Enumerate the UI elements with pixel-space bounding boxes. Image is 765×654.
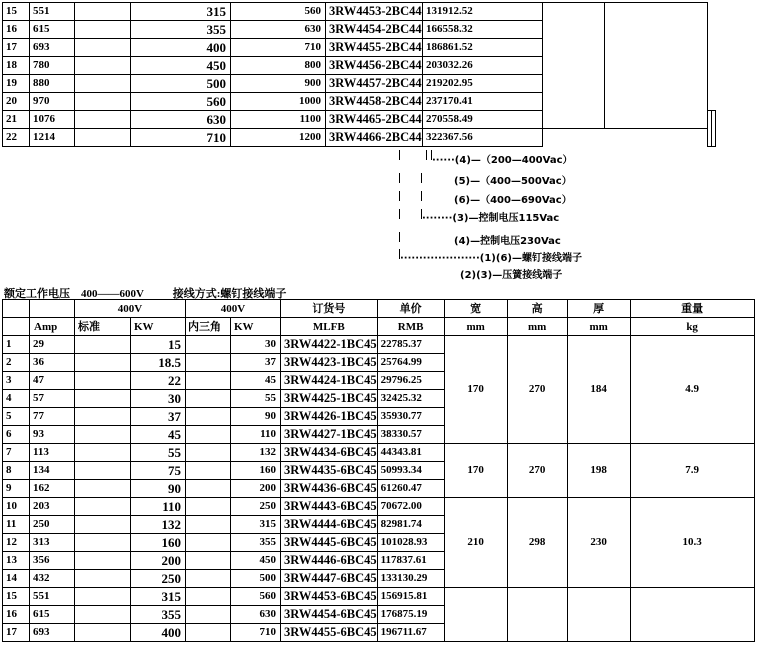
row-index: 17 xyxy=(3,39,30,57)
row-order-no: 3RW4424-1BC45 xyxy=(281,372,378,390)
dim-col-a xyxy=(543,3,605,129)
row-order-no: 3RW4436-6BC45 xyxy=(281,480,378,498)
note-screw-terminal: ·····················(1)(6)—螺钉接线端子 xyxy=(400,253,582,264)
row-empty xyxy=(75,336,131,354)
row-kw-delta: 110 xyxy=(231,426,281,444)
row-empty xyxy=(75,606,131,624)
row-amp: 93 xyxy=(30,426,75,444)
row-order-no: 3RW4423-1BC45 xyxy=(281,354,378,372)
row-empty-2 xyxy=(186,354,231,372)
row-empty xyxy=(75,354,131,372)
row-order-no: 3RW4447-6BC45 xyxy=(281,570,378,588)
group-depth: 230 xyxy=(567,498,630,588)
row-kw-standard: 132 xyxy=(131,516,186,534)
row-empty xyxy=(75,57,131,75)
row-kw-delta: 500 xyxy=(231,570,281,588)
row-kw-standard: 315 xyxy=(131,3,231,21)
header-standard: 标准 xyxy=(75,318,131,336)
row-price: 270558.49 xyxy=(423,111,543,129)
header-mlfb: MLFB xyxy=(281,318,378,336)
row-amp: 693 xyxy=(30,624,75,642)
row-amp: 313 xyxy=(30,534,75,552)
row-amp: 880 xyxy=(30,75,75,93)
row-empty xyxy=(75,462,131,480)
header-depth: 厚 xyxy=(567,300,630,318)
row-empty xyxy=(75,444,131,462)
row-price: 35930.77 xyxy=(377,408,444,426)
row-kw-standard: 315 xyxy=(131,588,186,606)
row-empty-2 xyxy=(186,372,231,390)
row-order-no: 3RW4465-2BC44 xyxy=(326,111,423,129)
row-order-no: 3RW4455-2BC44 xyxy=(326,39,423,57)
row-kw-standard: 710 xyxy=(131,129,231,147)
group-weight: 4.9 xyxy=(630,336,754,444)
row-empty xyxy=(75,516,131,534)
row-kw-standard: 200 xyxy=(131,552,186,570)
row-order-no: 3RW4456-2BC44 xyxy=(326,57,423,75)
row-amp: 693 xyxy=(30,39,75,57)
group-height: 298 xyxy=(507,498,567,588)
row-price: 322367.56 xyxy=(423,129,543,147)
row-empty xyxy=(75,552,131,570)
header-width: 宽 xyxy=(444,300,507,318)
row-price: 156915.81 xyxy=(377,588,444,606)
row-index: 16 xyxy=(3,606,30,624)
group-depth xyxy=(567,588,630,642)
row-amp: 77 xyxy=(30,408,75,426)
row-index: 11 xyxy=(3,516,30,534)
row-amp: 615 xyxy=(30,606,75,624)
row-price: 131912.52 xyxy=(423,3,543,21)
header-row-1 xyxy=(3,300,755,318)
row-kw-delta: 132 xyxy=(231,444,281,462)
row-kw-delta: 1000 xyxy=(231,93,326,111)
header-width-unit: mm xyxy=(444,318,507,336)
row-index: 2 xyxy=(3,354,30,372)
row-amp: 1076 xyxy=(30,111,75,129)
row-price: 22785.37 xyxy=(377,336,444,354)
row-empty xyxy=(75,3,131,21)
row-empty-2 xyxy=(186,480,231,498)
bottom-price-table xyxy=(2,299,755,642)
row-index: 5 xyxy=(3,408,30,426)
dim-col-b xyxy=(605,3,708,129)
row-order-no: 3RW4455-6BC45 xyxy=(281,624,378,642)
row-index: 1 xyxy=(3,336,30,354)
row-index: 4 xyxy=(3,390,30,408)
row-empty xyxy=(75,390,131,408)
row-index: 19 xyxy=(3,75,30,93)
row-order-no: 3RW4427-1BC45 xyxy=(281,426,378,444)
row-price: 186861.52 xyxy=(423,39,543,57)
row-price: 176875.19 xyxy=(377,606,444,624)
row-order-no: 3RW4453-6BC45 xyxy=(281,588,378,606)
header-400v-a: 400V xyxy=(75,300,186,318)
row-kw-standard: 400 xyxy=(131,39,231,57)
header-index-2 xyxy=(3,318,30,336)
row-kw-standard: 355 xyxy=(131,21,231,39)
row-kw-standard: 500 xyxy=(131,75,231,93)
row-index: 14 xyxy=(3,570,30,588)
row-kw-delta: 560 xyxy=(231,588,281,606)
note-control-230: (4)—控制电压230Vac xyxy=(454,236,561,247)
row-kw-standard: 15 xyxy=(131,336,186,354)
table-row xyxy=(3,3,716,21)
row-index: 16 xyxy=(3,21,30,39)
row-empty xyxy=(75,624,131,642)
row-kw-delta: 37 xyxy=(231,354,281,372)
row-order-no: 3RW4446-6BC45 xyxy=(281,552,378,570)
row-index: 7 xyxy=(3,444,30,462)
row-amp: 29 xyxy=(30,336,75,354)
row-kw-standard: 18.5 xyxy=(131,354,186,372)
row-index: 18 xyxy=(3,57,30,75)
row-empty xyxy=(75,534,131,552)
row-order-no: 3RW4445-6BC45 xyxy=(281,534,378,552)
note-spring-terminal: (2)(3)—压簧接线端子 xyxy=(460,270,563,281)
row-price: 70672.00 xyxy=(377,498,444,516)
row-kw-delta: 30 xyxy=(231,336,281,354)
row-empty xyxy=(75,480,131,498)
row-empty xyxy=(75,498,131,516)
row-empty-2 xyxy=(186,498,231,516)
row-price: 38330.57 xyxy=(377,426,444,444)
rated-voltage-label: 额定工作电压 400——600V xyxy=(4,288,144,300)
group-width xyxy=(444,588,507,642)
row-empty xyxy=(75,93,131,111)
row-index: 17 xyxy=(3,624,30,642)
group-weight: 7.9 xyxy=(630,444,754,498)
row-price: 133130.29 xyxy=(377,570,444,588)
row-order-no: 3RW4425-1BC45 xyxy=(281,390,378,408)
row-index: 10 xyxy=(3,498,30,516)
row-order-no: 3RW4434-6BC45 xyxy=(281,444,378,462)
row-kw-delta: 450 xyxy=(231,552,281,570)
table-row xyxy=(3,498,755,516)
table-row xyxy=(3,129,716,147)
row-empty-2 xyxy=(186,408,231,426)
row-empty-2 xyxy=(186,606,231,624)
row-empty-2 xyxy=(186,534,231,552)
row-amp: 551 xyxy=(30,588,75,606)
header-rmb: RMB xyxy=(377,318,444,336)
row-kw-standard: 45 xyxy=(131,426,186,444)
table-row xyxy=(3,336,755,354)
row-kw-delta: 1100 xyxy=(231,111,326,129)
row-order-no: 3RW4453-2BC44 xyxy=(326,3,423,21)
row-kw-standard: 250 xyxy=(131,570,186,588)
row-kw-standard: 110 xyxy=(131,498,186,516)
row-price: 82981.74 xyxy=(377,516,444,534)
row-empty-2 xyxy=(186,336,231,354)
row-empty xyxy=(75,129,131,147)
row-empty xyxy=(75,21,131,39)
row-kw-delta: 560 xyxy=(231,3,326,21)
row-price: 32425.32 xyxy=(377,390,444,408)
row-price: 44343.81 xyxy=(377,444,444,462)
row-empty-2 xyxy=(186,570,231,588)
row-empty-2 xyxy=(186,624,231,642)
row-empty xyxy=(75,570,131,588)
row-index: 15 xyxy=(3,588,30,606)
row-amp: 970 xyxy=(30,93,75,111)
note-voltage-400-500: (5)—（400—500Vac） xyxy=(454,176,572,187)
row-index: 9 xyxy=(3,480,30,498)
row-order-no: 3RW4457-2BC44 xyxy=(326,75,423,93)
row-price: 101028.93 xyxy=(377,534,444,552)
row-empty xyxy=(75,408,131,426)
bottom-table-body xyxy=(3,300,755,642)
row-empty xyxy=(75,372,131,390)
row-kw-delta: 355 xyxy=(231,534,281,552)
row-price: 219202.95 xyxy=(423,75,543,93)
row-amp: 47 xyxy=(30,372,75,390)
row-kw-standard: 560 xyxy=(131,93,231,111)
row-empty-2 xyxy=(186,552,231,570)
row-price: 196711.67 xyxy=(377,624,444,642)
row-kw-standard: 160 xyxy=(131,534,186,552)
header-weight: 重量 xyxy=(630,300,754,318)
row-empty xyxy=(75,39,131,57)
row-index: 12 xyxy=(3,534,30,552)
row-amp: 36 xyxy=(30,354,75,372)
row-kw-delta: 710 xyxy=(231,39,326,57)
row-index: 3 xyxy=(3,372,30,390)
row-order-no: 3RW4426-1BC45 xyxy=(281,408,378,426)
row-price: 166558.32 xyxy=(423,21,543,39)
row-price: 117837.61 xyxy=(377,552,444,570)
row-amp: 1214 xyxy=(30,129,75,147)
group-depth: 198 xyxy=(567,444,630,498)
header-amp: Amp xyxy=(30,318,75,336)
row-empty-2 xyxy=(186,516,231,534)
row-amp: 250 xyxy=(30,516,75,534)
note-control-115: ········(3)—控制电压115Vac xyxy=(422,213,560,224)
row-empty-2 xyxy=(186,588,231,606)
row-kw-standard: 37 xyxy=(131,408,186,426)
table-row xyxy=(3,588,755,606)
row-order-no: 3RW4443-6BC45 xyxy=(281,498,378,516)
row-kw-standard: 450 xyxy=(131,57,231,75)
row-amp: 356 xyxy=(30,552,75,570)
group-depth: 184 xyxy=(567,336,630,444)
row-kw-standard: 630 xyxy=(131,111,231,129)
row-empty-2 xyxy=(186,426,231,444)
row-kw-standard: 55 xyxy=(131,444,186,462)
row-order-no: 3RW4454-6BC45 xyxy=(281,606,378,624)
row-amp: 162 xyxy=(30,480,75,498)
row-kw-delta: 160 xyxy=(231,462,281,480)
header-weight-unit: kg xyxy=(630,318,754,336)
group-height xyxy=(507,588,567,642)
row-amp: 780 xyxy=(30,57,75,75)
top-table-body xyxy=(3,3,716,147)
header-height: 高 xyxy=(507,300,567,318)
group-width: 210 xyxy=(444,498,507,588)
row-empty-2 xyxy=(186,390,231,408)
header-400v-b: 400V xyxy=(186,300,281,318)
row-kw-delta: 630 xyxy=(231,606,281,624)
row-kw-standard: 400 xyxy=(131,624,186,642)
row-kw-delta: 45 xyxy=(231,372,281,390)
row-kw-delta: 800 xyxy=(231,57,326,75)
row-kw-delta: 630 xyxy=(231,21,326,39)
header-depth-unit: mm xyxy=(567,318,630,336)
group-height: 270 xyxy=(507,336,567,444)
row-amp: 203 xyxy=(30,498,75,516)
row-empty xyxy=(75,588,131,606)
header-price: 单价 xyxy=(377,300,444,318)
group-weight: 10.3 xyxy=(630,498,754,588)
header-kw-a: KW xyxy=(131,318,186,336)
row-amp: 615 xyxy=(30,21,75,39)
row-index: 21 xyxy=(3,111,30,129)
header-index xyxy=(3,300,30,318)
row-empty-2 xyxy=(186,462,231,480)
top-price-table xyxy=(2,2,716,147)
table-row xyxy=(3,444,755,462)
row-kw-delta: 710 xyxy=(231,624,281,642)
header-row-2 xyxy=(3,318,755,336)
row-price: 203032.26 xyxy=(423,57,543,75)
row-index: 8 xyxy=(3,462,30,480)
row-index: 6 xyxy=(3,426,30,444)
row-empty xyxy=(75,75,131,93)
row-amp: 113 xyxy=(30,444,75,462)
row-empty xyxy=(75,111,131,129)
row-order-no: 3RW4458-2BC44 xyxy=(326,93,423,111)
row-price: 237170.41 xyxy=(423,93,543,111)
row-price: 29796.25 xyxy=(377,372,444,390)
note-voltage-400-690: (6)—（400—690Vac） xyxy=(454,195,572,206)
group-width: 170 xyxy=(444,336,507,444)
row-kw-delta: 1200 xyxy=(231,129,326,147)
group-width: 170 xyxy=(444,444,507,498)
row-index: 15 xyxy=(3,3,30,21)
note-voltage-200-400: ······(4)—（200—400Vac） xyxy=(432,155,573,166)
group-height: 270 xyxy=(507,444,567,498)
header-height-unit: mm xyxy=(507,318,567,336)
row-index: 20 xyxy=(3,93,30,111)
row-empty-2 xyxy=(186,444,231,462)
row-price: 61260.47 xyxy=(377,480,444,498)
row-kw-delta: 90 xyxy=(231,408,281,426)
row-price: 25764.99 xyxy=(377,354,444,372)
group-weight xyxy=(630,588,754,642)
row-kw-standard: 75 xyxy=(131,462,186,480)
row-kw-delta: 315 xyxy=(231,516,281,534)
row-kw-standard: 22 xyxy=(131,372,186,390)
row-amp: 432 xyxy=(30,570,75,588)
header-amp-top xyxy=(30,300,75,318)
row-empty xyxy=(75,426,131,444)
row-order-no: 3RW4444-6BC45 xyxy=(281,516,378,534)
row-order-no: 3RW4422-1BC45 xyxy=(281,336,378,354)
row-amp: 57 xyxy=(30,390,75,408)
header-inner-delta: 内三角 xyxy=(186,318,231,336)
row-index: 13 xyxy=(3,552,30,570)
header-kw-b: KW xyxy=(231,318,281,336)
row-kw-delta: 250 xyxy=(231,498,281,516)
row-order-no: 3RW4454-2BC44 xyxy=(326,21,423,39)
wiring-method-label: 接线方式:螺钉接线端子 xyxy=(172,288,287,300)
dim-col-b2 xyxy=(712,111,716,147)
row-price: 50993.34 xyxy=(377,462,444,480)
row-kw-standard: 355 xyxy=(131,606,186,624)
row-kw-delta: 200 xyxy=(231,480,281,498)
row-order-no: 3RW4435-6BC45 xyxy=(281,462,378,480)
row-amp: 134 xyxy=(30,462,75,480)
row-kw-delta: 900 xyxy=(231,75,326,93)
row-order-no: 3RW4466-2BC44 xyxy=(326,129,423,147)
row-index: 22 xyxy=(3,129,30,147)
row-kw-delta: 55 xyxy=(231,390,281,408)
header-order-no: 订货号 xyxy=(281,300,378,318)
row-kw-standard: 30 xyxy=(131,390,186,408)
row-amp: 551 xyxy=(30,3,75,21)
row-kw-standard: 90 xyxy=(131,480,186,498)
